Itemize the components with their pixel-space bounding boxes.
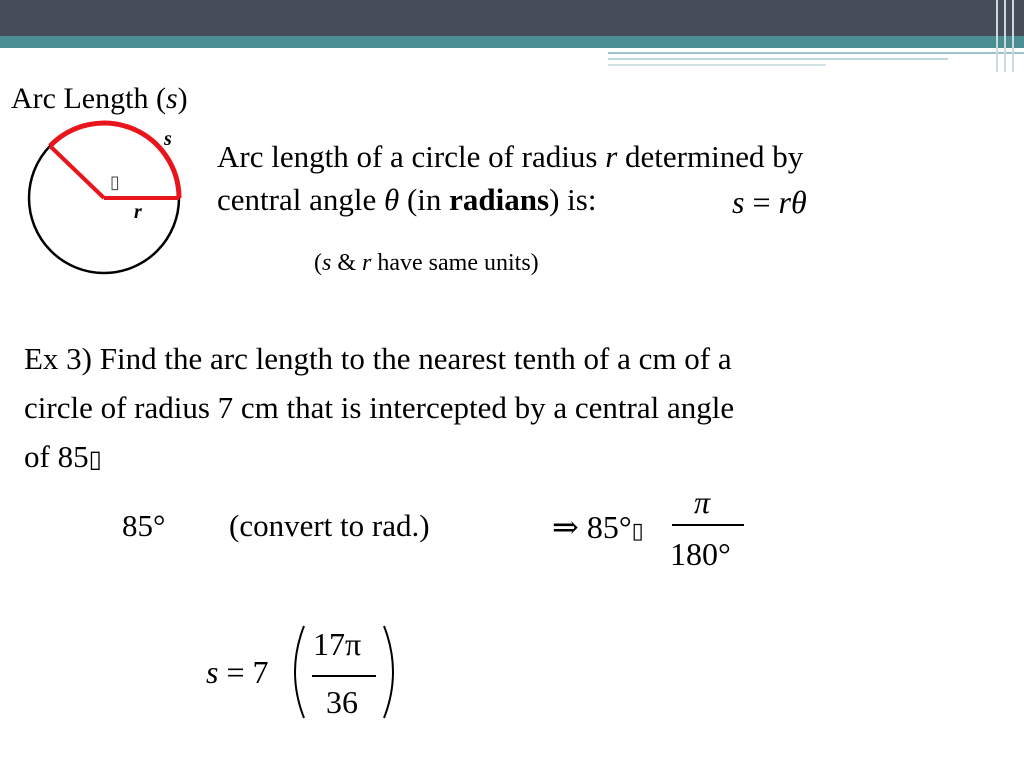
title-variable: s <box>165 82 178 115</box>
solution-denominator: 36 <box>326 684 358 720</box>
header-band <box>0 36 1024 48</box>
conversion-numerator: π <box>694 484 711 520</box>
title-suffix: ) <box>177 82 188 115</box>
solution-equals-seven: = 7 <box>218 654 269 690</box>
formula-equals: = <box>744 184 779 220</box>
formula-s: s <box>732 184 745 220</box>
header-accent-vline <box>1012 0 1014 72</box>
header-accent-line <box>608 52 1024 54</box>
solution-numerator <box>313 626 361 663</box>
definition-radians: radians <box>449 182 550 217</box>
definition-line-1 <box>217 136 803 179</box>
header-accent-vline <box>996 0 998 72</box>
example-line-2: circle of radius 7 cm that is intercepted by a central angle <box>24 390 735 425</box>
header-accent-line <box>608 64 826 66</box>
definition-text: ) is: <box>549 182 597 217</box>
conversion-denominator: 180° <box>670 536 731 572</box>
units-note-r: r <box>362 250 372 276</box>
conversion-glyph: ▯ <box>631 519 644 544</box>
conversion-lhs: ⇒ 85° <box>552 509 632 545</box>
given-angle: 85° <box>122 508 166 543</box>
arc-label: s <box>164 128 172 150</box>
units-note-text: have same units) <box>371 250 539 276</box>
definition-theta: θ <box>383 182 400 217</box>
solution-s: s <box>206 654 219 690</box>
header-accent-line <box>608 58 948 60</box>
conversion-note: (convert to rad.) <box>229 508 430 543</box>
definition-text: (in <box>399 182 450 217</box>
degree-glyph: ▯ <box>88 445 102 473</box>
definition-text: central angle <box>217 182 384 217</box>
example-line-1: Ex 3) Find the arc length to the nearest tenth of a cm of a <box>24 341 732 376</box>
formula-rhs: rθ <box>778 184 807 220</box>
solution-numerator-text: 17π <box>313 626 362 662</box>
units-note-text: & <box>331 250 363 276</box>
definition-line-2 <box>217 179 596 222</box>
slide-title <box>11 82 188 116</box>
units-note <box>314 250 539 277</box>
header-accent-vline <box>1004 0 1006 72</box>
example-line-3 <box>24 436 102 479</box>
definition-radius-var: r <box>605 139 618 174</box>
header-bar <box>0 0 1024 36</box>
arc-diagram <box>0 120 200 280</box>
arc-length-formula <box>732 184 807 221</box>
title-text: Arc Length ( <box>11 82 166 115</box>
radius-label: r <box>134 201 142 223</box>
radius-line-angled <box>50 146 104 198</box>
right-paren <box>384 626 393 718</box>
conversion-fraction-bar <box>672 524 744 526</box>
units-note-s: s <box>322 250 332 276</box>
angle-glyph: ▯ <box>110 172 120 193</box>
left-paren <box>295 626 304 718</box>
conversion-implies <box>552 508 644 546</box>
solution-lhs <box>206 654 269 691</box>
units-note-text: ( <box>314 250 322 276</box>
definition-text: determined by <box>617 139 804 174</box>
example-text: of 85 <box>24 439 89 474</box>
definition-text: Arc length of a circle of radius <box>217 139 606 174</box>
